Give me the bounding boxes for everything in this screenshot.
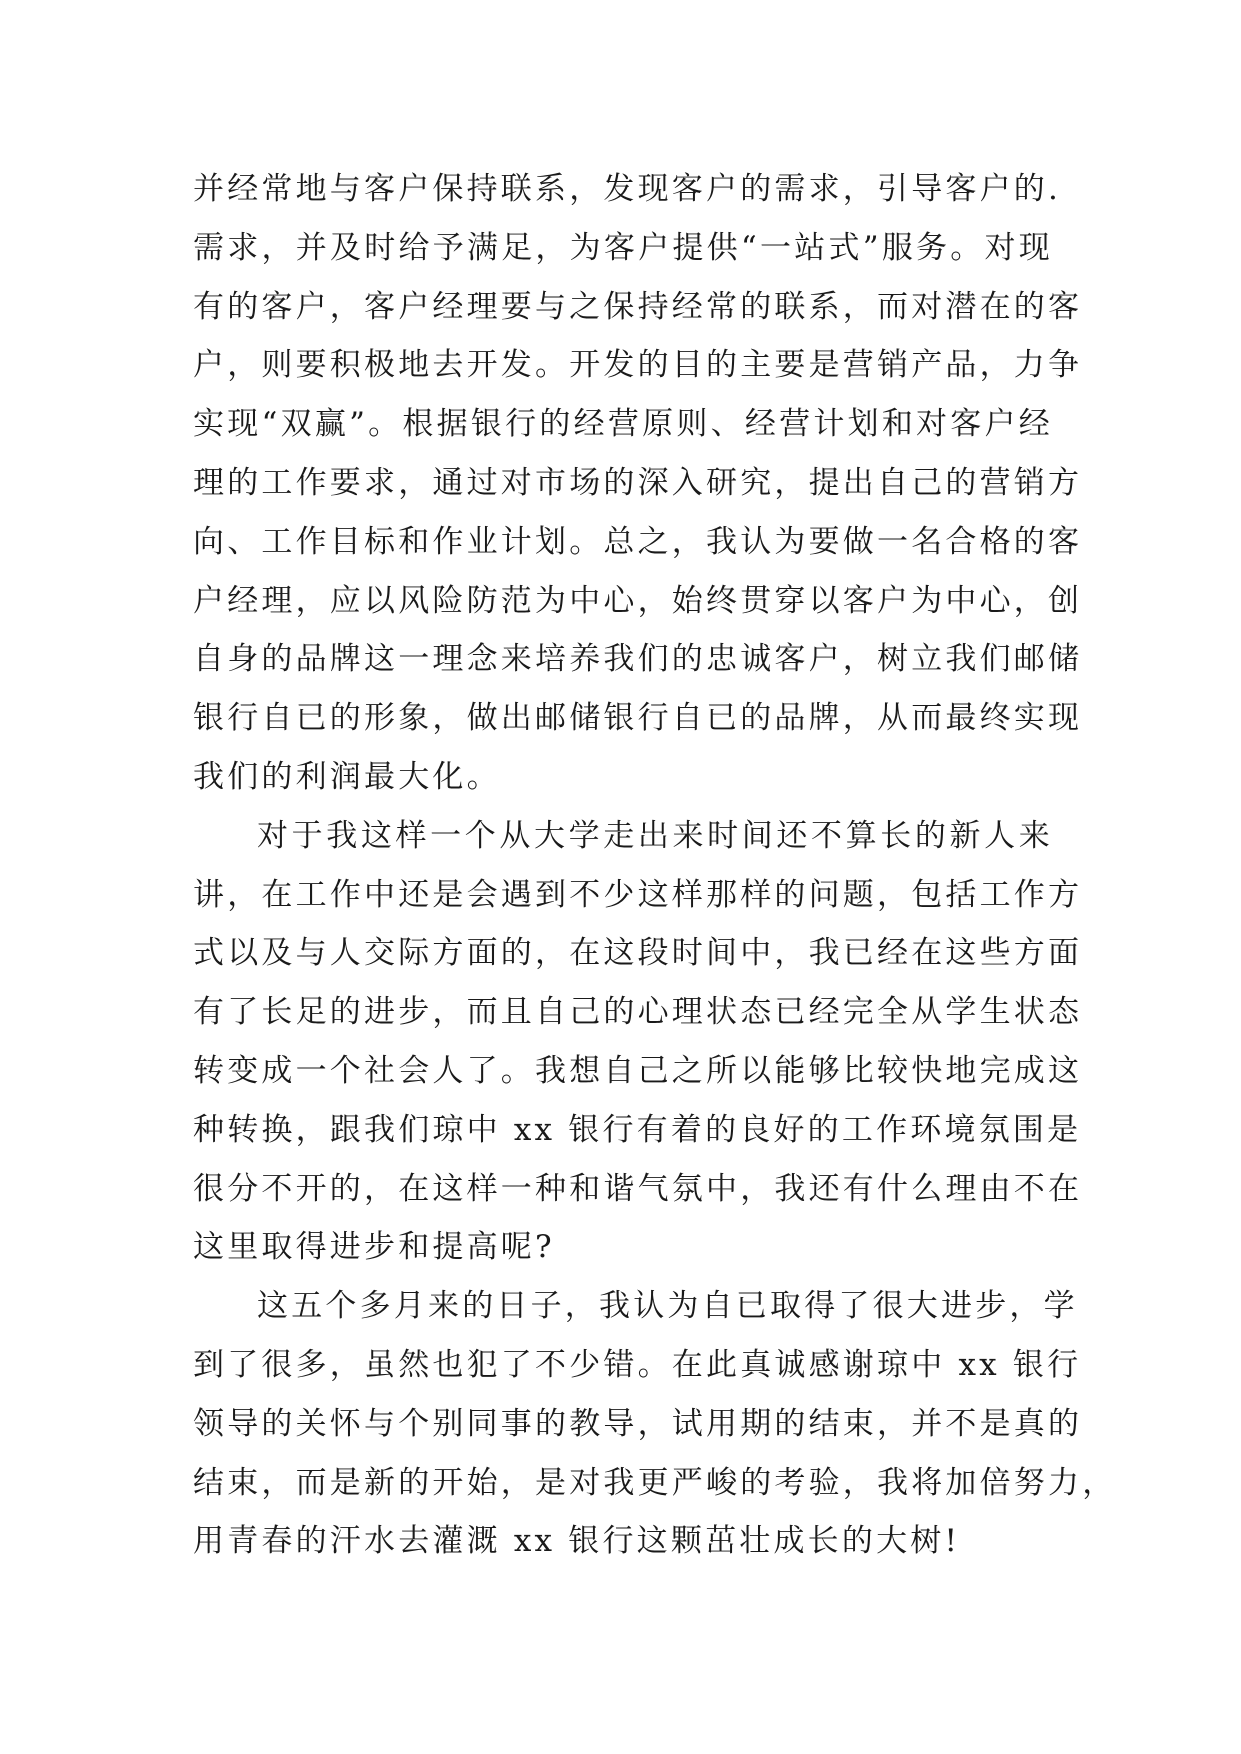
text-line: 实现“双赢”。根据银行的经营原则、经营计划和对客户经 [193,406,1053,443]
text-line: 很分不开的，在这样一种和谐气氛中，我还有什么理由不在 [193,1170,1083,1207]
text-line: 这里取得进步和提高呢? [193,1229,555,1266]
text-line: 银行自已的形象，做出邮储银行自已的品牌，从而最终实现 [193,700,1083,737]
text-line: 讲，在工作中还是会遇到不少这样那样的问题，包括工作方 [193,876,1083,913]
text-line: 理的工作要求，通过对市场的深入研究，提出自己的营销方 [193,464,1083,501]
text-line: 并经常地与客户保持联系，发现客户的需求，引导客户的. [193,171,1062,207]
text-line: 自身的品牌这一理念来培养我们的忠诚客户，树立我们邮储 [193,641,1083,678]
text-line: 户经理，应以风险防范为中心，始终贯穿以客户为中心，创 [193,582,1083,619]
text-line: 向、工作目标和作业计划。总之，我认为要做一名合格的客 [193,523,1083,560]
text-line: 需求，并及时给予满足，为客户提供“一站式”服务。对现 [193,229,1053,266]
text-line: 户，则要积极地去开发。开发的目的主要是营销产品，力争 [193,347,1083,384]
text-line: 有了长足的进步，而且自己的心理状态已经完全从学生状态 [193,994,1083,1031]
text-line: 转变成一个社会人了。我想自己之所以能够比较快地完成这 [193,1052,1083,1089]
body-text [193,160,1117,1571]
text-line: 有的客户，客户经理要与之保持经常的联系，而对潜在的客 [193,288,1083,325]
text-line: 种转换，跟我们琼中 xx 银行有着的良好的工作环境氛围是 [193,1111,1082,1148]
text-line: 用青春的汗水去灌溉 xx 银行这颗茁壮成长的大树! [193,1523,961,1560]
text-line: 领导的关怀与个别同事的教导，试用期的结束，并不是真的 [193,1405,1083,1442]
paragraph-first-line: 这五个多月来的日子，我认为自已取得了很大进步，学 [257,1288,1078,1325]
text-line: 到了很多，虽然也犯了不少错。在此真诚感谢琼中 xx 银行 [193,1346,1082,1383]
text-line: 我们的利润最大化。 [193,758,501,795]
paragraph-first-line: 对于我这样一个从大学走出来时间还不算长的新人来 [257,817,1053,854]
text-line: 结束，而是新的开始，是对我更严峻的考验，我将加倍努力， [193,1464,1117,1501]
text-line: 式以及与人交际方面的，在这段时间中，我已经在这些方面 [193,935,1083,972]
